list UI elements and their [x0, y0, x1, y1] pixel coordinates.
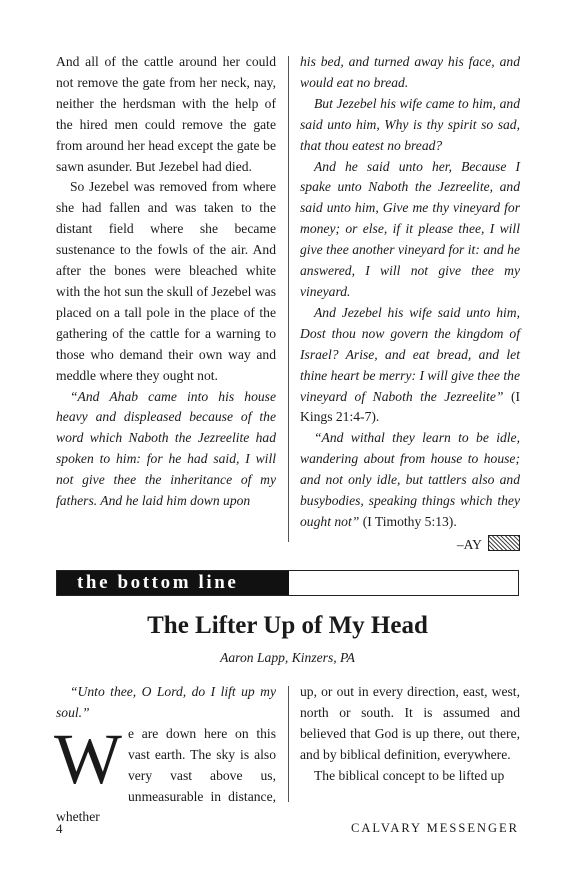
scripture-quote [300, 303, 520, 428]
page-number: 4 [56, 821, 63, 836]
scripture-quote: his bed, and turned away his face, and would eat no bread. [300, 54, 520, 90]
article-title: The Lifter Up of My Head [147, 612, 428, 639]
paragraph: The biblical concept to be lifted up [314, 767, 505, 783]
column-divider [288, 686, 289, 802]
paragraph: And all of the cattle around her could not remove the gate from her neck, nay, neither the herdsman with the help of the hired men could remove the gate from around her head except the gate be sawn asunder. But Jezebel had died. [56, 54, 276, 174]
paragraph-text: e are down here on this vast earth. The sky is also very vast above us, unmeasurable in distance, whether [56, 725, 276, 825]
scripture-quote: “And Ahab came into his house heavy and displeased because of the word which Naboth the Jezreelite had spoken to him: for he had said, I will not give thee the inheritance of my fathers. And he laid him down upon [56, 388, 276, 509]
scripture-quote: And he said unto her, Because I spake unto Naboth the Jezreelite, and said unto him, Give me thy vineyard for money; or else, if it please thee, I will give thee another vineyard for it: and he answered, I will not give thee my vineyard. [300, 158, 520, 299]
signature [300, 535, 520, 556]
quote-text: “And withal they learn to be idle, wandering about from house to house; and not only idle, but tattlers also and busybodies, speaking things which they ought not” [300, 430, 520, 529]
column-divider [288, 56, 289, 542]
bottom-left-column [56, 682, 276, 828]
running-footer: CALVARY MESSENGER [351, 821, 519, 835]
paragraph: up, or out in every direction, east, west, north or south. It is assumed and believed that God is up there, out there, and by biblical definition, everywhere. [300, 684, 520, 762]
drop-cap: W [54, 718, 122, 799]
bottom-right-column [300, 682, 520, 787]
byline: Aaron Lapp, Kinzers, PA [220, 650, 355, 665]
paragraph: So Jezebel was removed from where she had fallen and was taken to the distant field where she became sustenance to the fowls of the air. And after the bones were bleached white with the hot sun the skull of Jezebel was placed on a tall pole in the place of the gathering of the cattle for a warning to those who demand their own way and meddle where they ought not. [56, 179, 276, 383]
scripture-reference: (I Kings 21:4-7). [300, 388, 520, 425]
epigraph: “Unto thee, O Lord, do I lift up my soul.” [56, 684, 276, 720]
scripture-quote: But Jezebel his wife came to him, and said unto him, Why is thy spirit so sad, that thou eatest no bread? [300, 95, 520, 153]
end-mark-icon [488, 535, 520, 551]
quote-text: And Jezebel his wife said unto him, Dost thou now govern the kingdom of Israel? Arise, and eat bread, and let thine heart be merry: I will give thee the vineyard of Naboth the Jezreelite” [300, 304, 520, 404]
section-banner-label: the bottom line [57, 571, 289, 595]
paragraph [54, 718, 276, 829]
section-banner [56, 570, 519, 596]
scripture-quote [300, 428, 520, 533]
scripture-reference: (I Timothy 5:13). [359, 513, 457, 529]
top-left-column [56, 52, 276, 512]
top-right-column [300, 52, 520, 556]
author-initials: –AY [456, 536, 482, 552]
